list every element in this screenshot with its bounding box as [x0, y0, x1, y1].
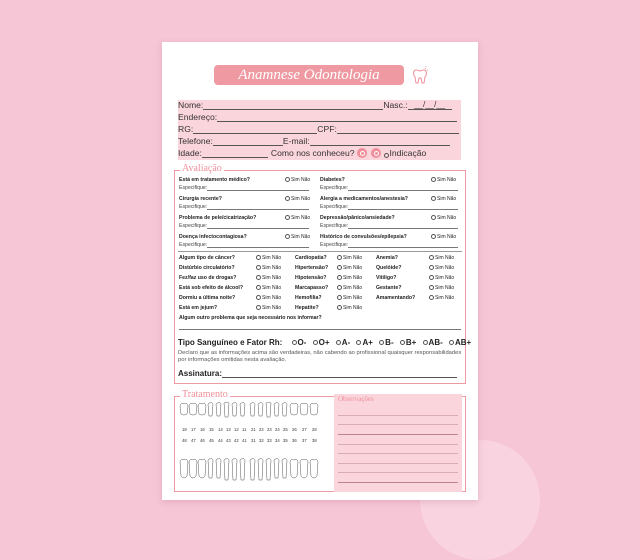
blood-type-row: [178, 338, 471, 347]
tooth-26: 26: [292, 427, 297, 432]
row-rg: [178, 123, 459, 134]
yn-g2-4[interactable]: Sim Não: [336, 295, 362, 301]
q-left-2: Problema de pele/cicatrização?: [179, 215, 257, 221]
tooth-21: 21: [251, 427, 256, 432]
g2-0: Cardiopatia?: [295, 255, 327, 261]
g2-4: Hemofilia?: [295, 295, 322, 301]
bt-o-minus[interactable]: O-: [291, 338, 307, 347]
tooth-38: 38: [312, 438, 317, 443]
bt-b-minus[interactable]: B-: [378, 338, 393, 347]
spec-left-1[interactable]: Especifique:: [179, 204, 309, 210]
declaration-text: Declaro que as informações acima são verdadeiras, não cabendo ao profissional quaisquer responsabilidades por informações omitidas nesta avaliação.: [178, 350, 462, 363]
telefone-label: Telefone:: [178, 136, 213, 146]
yn-g2-5[interactable]: Sim Não: [336, 305, 362, 311]
q-right-1: Alergia a medicamentos/anestesia?: [320, 196, 408, 202]
g3-0: Anemia?: [376, 255, 398, 261]
bt-b-plus[interactable]: B+: [399, 338, 416, 347]
yn-g3-0[interactable]: Sim Não: [428, 255, 454, 261]
row-nome: [178, 99, 452, 110]
tooth-24: 24: [275, 427, 280, 432]
yn-right-0[interactable]: Sim Não: [430, 177, 456, 183]
bt-ab-plus[interactable]: AB+: [448, 338, 471, 347]
g3-4: Amamentando?: [376, 295, 416, 301]
tooth-36: 36: [292, 438, 297, 443]
avaliacao-label: Avaliação: [182, 163, 222, 174]
bt-a-minus[interactable]: A-: [335, 338, 350, 347]
yn-left-2[interactable]: Sim Não: [284, 215, 310, 221]
tooth-47: 47: [191, 438, 196, 443]
yn-right-2[interactable]: Sim Não: [430, 215, 456, 221]
tooth-37: 37: [302, 438, 307, 443]
rg-label: RG:: [178, 124, 194, 134]
tooth-15: 15: [209, 427, 214, 432]
telefone-field[interactable]: [213, 137, 283, 146]
outro-problema-field[interactable]: [179, 329, 461, 330]
nome-field[interactable]: [203, 101, 383, 110]
email-label: E-mail:: [282, 136, 310, 146]
tooth-17: 17: [191, 427, 196, 432]
tooth-32: 32: [259, 438, 264, 443]
tooth-28: 28: [312, 427, 317, 432]
g2-5: Hepatite?: [295, 305, 319, 311]
tooth-42: 42: [234, 438, 239, 443]
bt-o-plus[interactable]: O+: [312, 338, 330, 347]
bt-ab-minus[interactable]: AB-: [422, 338, 443, 347]
yn-g2-2[interactable]: Sim Não: [336, 275, 362, 281]
q-right-0: Diabetes?: [320, 177, 345, 183]
tooth-27: 27: [302, 427, 307, 432]
indicacao-label: Indicação: [389, 148, 427, 158]
nome-label: Nome:: [178, 100, 204, 110]
g3-1: Quelóide?: [376, 265, 402, 271]
spec-right-3[interactable]: Especifique:: [320, 242, 458, 248]
cpf-field[interactable]: [337, 125, 459, 134]
tooth-43: 43: [226, 438, 231, 443]
idade-field[interactable]: [202, 149, 268, 158]
yn-g3-1[interactable]: Sim Não: [428, 265, 454, 271]
spec-left-2[interactable]: Especifique:: [179, 223, 309, 229]
divider: [178, 251, 462, 252]
tooth-16: 16: [200, 427, 205, 432]
yn-g1-2[interactable]: Sim Não: [255, 275, 281, 281]
tooth-31: 31: [251, 438, 256, 443]
g2-1: Hipertensão?: [295, 265, 329, 271]
tooth-23: 23: [267, 427, 272, 432]
g1-0: Algum tipo de câncer?: [179, 255, 235, 261]
yn-g2-1[interactable]: Sim Não: [336, 265, 362, 271]
tooth-12: 12: [234, 427, 239, 432]
facebook-icon[interactable]: [357, 148, 367, 158]
spec-right-1[interactable]: Especifique:: [320, 204, 458, 210]
tooth-34: 34: [275, 438, 280, 443]
nasc-field[interactable]: __/__/__: [408, 100, 452, 110]
signature-label: Assinatura:: [178, 369, 223, 378]
yn-g1-4[interactable]: Sim Não: [255, 295, 281, 301]
spec-left-0[interactable]: Especifique:: [179, 185, 309, 191]
rg-field[interactable]: [193, 125, 317, 134]
tooth-logo-icon: [410, 66, 430, 86]
g2-2: Hipotensão?: [295, 275, 327, 281]
tooth-25: 25: [283, 427, 288, 432]
tooth-22: 22: [259, 427, 264, 432]
cpf-label: CPF:: [317, 124, 337, 134]
idade-label: Idade:: [178, 148, 202, 158]
tooth-18: 18: [182, 427, 187, 432]
tooth-11: 11: [242, 427, 247, 432]
como-label: Como nos conheceu?: [270, 148, 355, 158]
row-endereco: [178, 111, 457, 122]
indicacao-radio[interactable]: [384, 153, 389, 158]
yn-g2-3[interactable]: Sim Não: [336, 285, 362, 291]
q-left-1: Cirurgia recente?: [179, 196, 222, 202]
yn-g3-3[interactable]: Sim Não: [428, 285, 454, 291]
q-left-0: Está em tratamento médico?: [179, 177, 250, 183]
blood-type-label: Tipo Sanguíneo e Fator Rh:: [178, 338, 283, 347]
tooth-13: 13: [226, 427, 231, 432]
signature-row: [178, 369, 457, 378]
yn-left-1[interactable]: Sim Não: [284, 196, 310, 202]
tooth-48: 48: [182, 438, 187, 443]
outro-problema-label: Algum outro problema que seja necessário nos informar?: [179, 315, 322, 321]
email-field[interactable]: [310, 137, 450, 146]
q-right-2: Depressão/pânico/ansiedade?: [320, 215, 395, 221]
yn-right-3[interactable]: Sim Não: [430, 234, 456, 240]
spec-left-3[interactable]: Especifique:: [179, 242, 309, 248]
nasc-label: Nasc.:: [383, 100, 408, 110]
spec-right-0[interactable]: Especifique:: [320, 185, 458, 191]
g1-4: Dormiu a última noite?: [179, 295, 236, 301]
yn-g1-5[interactable]: Sim Não: [255, 305, 281, 311]
tooth-41: 41: [242, 438, 247, 443]
yn-g1-3[interactable]: Sim Não: [255, 285, 281, 291]
g1-5: Está em jejum?: [179, 305, 218, 311]
yn-g2-0[interactable]: Sim Não: [336, 255, 362, 261]
tooth-33: 33: [267, 438, 272, 443]
tooth-45: 45: [209, 438, 214, 443]
tooth-35: 35: [283, 438, 288, 443]
g3-3: Gestante?: [376, 285, 402, 291]
endereco-field[interactable]: [217, 113, 457, 122]
dental-chart-icon: [178, 402, 330, 488]
g1-3: Está sob efeito de álcool?: [179, 285, 243, 291]
form-paper: [162, 42, 478, 500]
tooth-44: 44: [218, 438, 223, 443]
yn-g3-2[interactable]: Sim Não: [428, 275, 454, 281]
bt-a-plus[interactable]: A+: [355, 338, 372, 347]
q-left-3: Doença infectocontagiosa?: [179, 234, 247, 240]
spec-right-2[interactable]: Especifique:: [320, 223, 458, 229]
signature-field[interactable]: [222, 370, 457, 378]
yn-right-1[interactable]: Sim Não: [430, 196, 456, 202]
observacoes-lines: [338, 406, 458, 490]
g1-1: Distúrbio circulatório?: [179, 265, 235, 271]
yn-g1-1[interactable]: Sim Não: [255, 265, 281, 271]
g2-3: Marcapasso?: [295, 285, 329, 291]
instagram-icon[interactable]: [371, 148, 381, 158]
yn-g1-0[interactable]: Sim Não: [255, 255, 281, 261]
tooth-46: 46: [200, 438, 205, 443]
tratamento-label: Tratamento: [182, 389, 228, 400]
yn-left-0[interactable]: Sim Não: [284, 177, 310, 183]
row-telefone: [178, 135, 450, 146]
form-title: Anamnese Odontologia: [214, 65, 404, 85]
tooth-14: 14: [218, 427, 223, 432]
g1-2: Fez/faz uso de drogas?: [179, 275, 237, 281]
observacoes-label: Observações: [338, 395, 374, 403]
q-right-3: Histórico de convulsões/epilepsia?: [320, 234, 407, 240]
yn-left-3[interactable]: Sim Não: [284, 234, 310, 240]
endereco-label: Endereço:: [178, 112, 218, 122]
g3-2: Vitiligo?: [376, 275, 397, 281]
yn-g3-4[interactable]: Sim Não: [428, 295, 454, 301]
row-idade: [178, 147, 426, 158]
